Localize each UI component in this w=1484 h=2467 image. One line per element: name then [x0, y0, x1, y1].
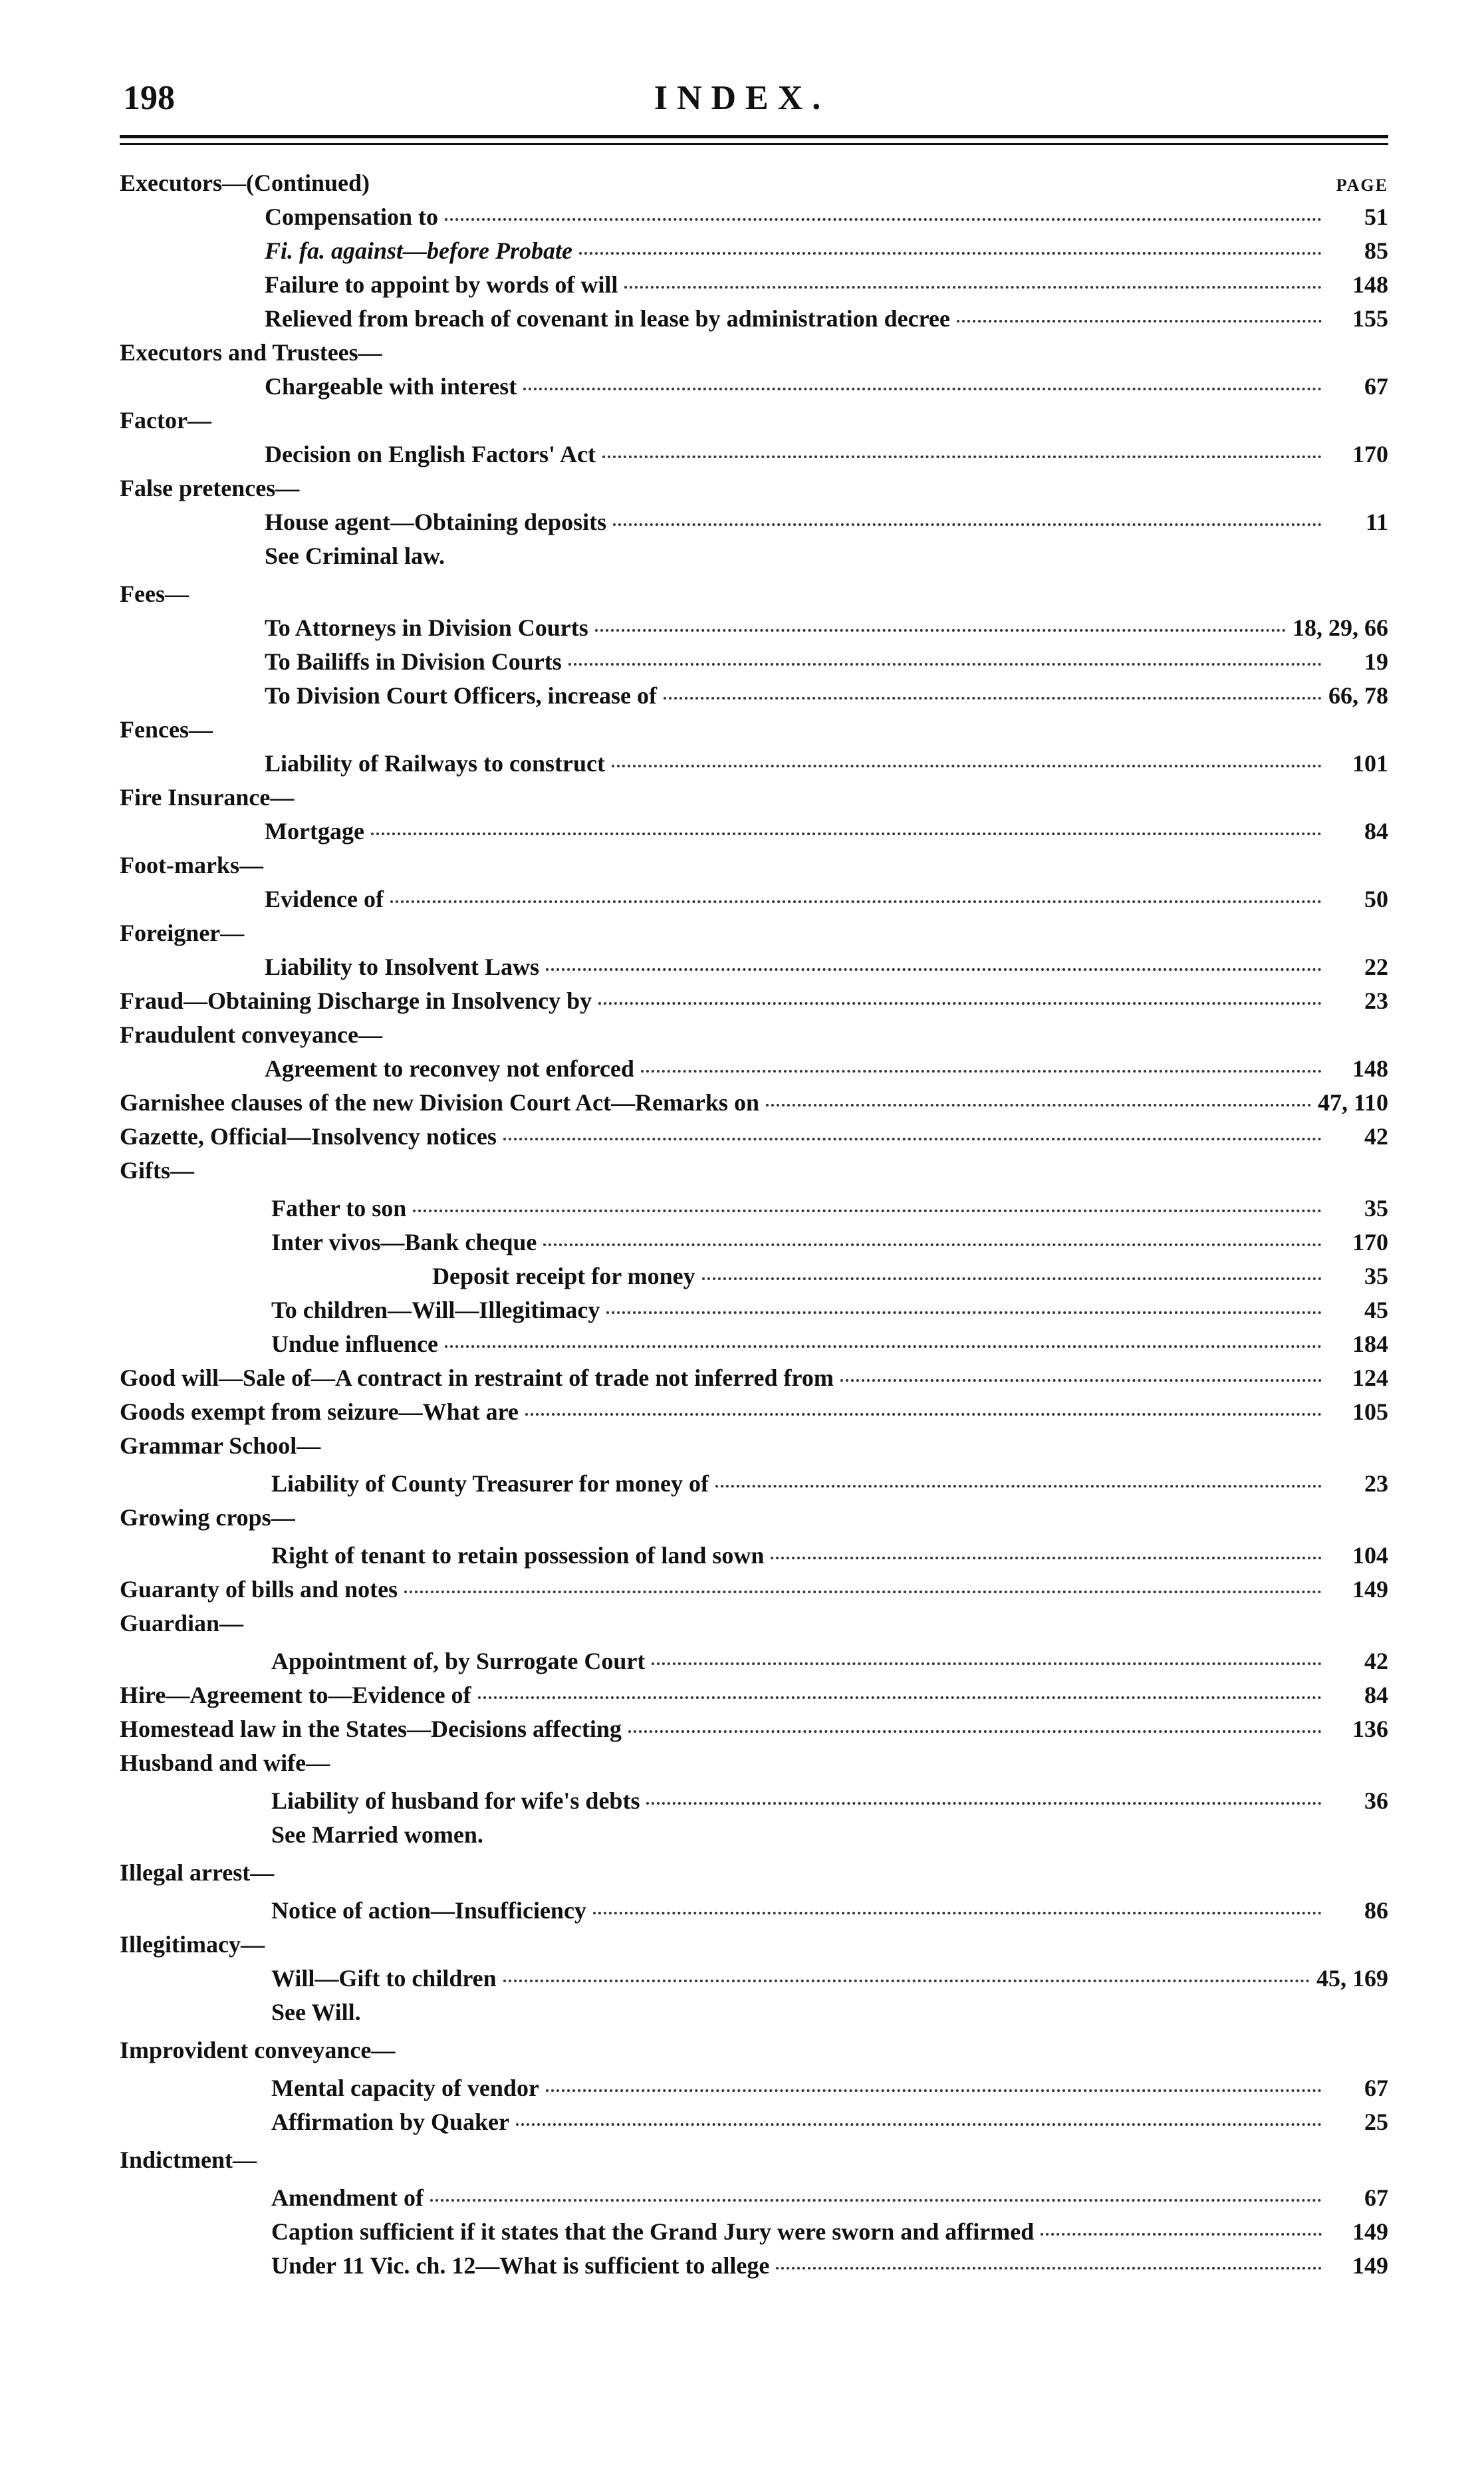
index-entry	[120, 1573, 1388, 1607]
page-ref: 67	[1364, 2075, 1388, 2101]
index-subentry	[120, 950, 1388, 984]
page-ref: 35	[1364, 1263, 1388, 1289]
header-rule	[120, 143, 1388, 145]
dot-leader	[702, 1277, 1322, 1280]
dot-leader	[503, 1138, 1322, 1140]
entry-text: Goods exempt from seizure—What are	[120, 1398, 519, 1425]
index-heading	[120, 1429, 1388, 1463]
index-subentry	[120, 882, 1388, 916]
entry-text: Husband and wife—	[120, 1750, 330, 1776]
entry-text: False pretences—	[120, 475, 300, 501]
dot-leader	[652, 1662, 1322, 1665]
index-subentry	[120, 2249, 1388, 2283]
index-subentry	[120, 2071, 1388, 2105]
page-ref: 22	[1364, 954, 1388, 980]
index-subentry	[120, 2181, 1388, 2215]
index-subentry	[120, 645, 1388, 679]
entry-text: Hire—Agreement to—Evidence of	[120, 1682, 471, 1708]
page-ref: 35	[1364, 1195, 1388, 1222]
dot-leader	[579, 252, 1322, 255]
page-ref: 105	[1352, 1398, 1388, 1425]
index-cross-reference	[120, 1818, 1388, 1852]
entry-text: Deposit receipt for money	[432, 1263, 695, 1289]
dot-leader	[404, 1591, 1322, 1593]
index-subentry	[120, 438, 1388, 471]
index-entry	[120, 1120, 1388, 1154]
index-heading	[120, 1746, 1388, 1780]
entry-text: Liability of County Treasurer for money of	[271, 1470, 709, 1497]
index-heading	[120, 1607, 1388, 1640]
page-number: 198	[123, 79, 175, 117]
index-heading	[120, 1501, 1388, 1535]
index-subentry	[120, 611, 1388, 645]
page-ref: 42	[1364, 1123, 1388, 1150]
index-entry	[120, 1712, 1388, 1746]
entry-text: Growing crops—	[120, 1504, 295, 1531]
entry-text: Mental capacity of vendor	[271, 2075, 539, 2101]
dot-leader	[612, 765, 1322, 767]
index-heading	[120, 1154, 1388, 1188]
entry-text: See Criminal law.	[265, 543, 445, 569]
entry-text: Caption sufficient if it states that the Grand Jury were sworn and affirmed	[271, 2218, 1035, 2245]
index-heading	[120, 404, 1388, 438]
index-entry	[120, 1678, 1388, 1712]
dot-leader	[546, 2089, 1322, 2092]
entry-text: Fire Insurance—	[120, 784, 295, 811]
entry-text: Fees—	[120, 581, 189, 607]
page-ref: 19	[1364, 648, 1388, 675]
index-heading	[120, 713, 1388, 747]
entry-text: Homestead law in the States—Decisions affecting	[120, 1716, 622, 1742]
page-ref: 104	[1352, 1542, 1388, 1569]
dot-leader	[543, 1243, 1322, 1246]
page-ref: 45	[1364, 1297, 1388, 1323]
dot-leader	[516, 2123, 1322, 2126]
index-subentry	[120, 747, 1388, 781]
entry-text: Gazette, Official—Insolvency notices	[120, 1123, 497, 1150]
entry-text: Liability to Insolvent Laws	[265, 954, 540, 980]
dot-leader	[646, 1802, 1322, 1805]
page-ref: 45, 169	[1316, 1965, 1388, 1992]
page-ref: 36	[1364, 1787, 1388, 1814]
page-ref: 170	[1352, 441, 1388, 467]
index-heading	[120, 916, 1388, 950]
entry-text: Decision on English Factors' Act	[265, 441, 596, 467]
entry-text: Father to son	[271, 1195, 407, 1222]
index-subentry	[120, 1052, 1388, 1086]
entry-text: To Division Court Officers, increase of	[265, 682, 657, 709]
page-ref: 101	[1352, 750, 1388, 777]
dot-leader	[445, 218, 1322, 221]
entry-text: Liability of Railways to construct	[265, 750, 605, 777]
index-subentry	[120, 1293, 1388, 1327]
entry-text: House agent—Obtaining deposits	[265, 509, 607, 535]
page-ref: 23	[1364, 1470, 1388, 1497]
header-rule	[120, 135, 1388, 138]
page-ref: 155	[1352, 305, 1388, 332]
dot-leader	[624, 286, 1322, 289]
entry-text: Right of tenant to retain possession of land sown	[271, 1542, 765, 1569]
index-heading	[120, 577, 1388, 611]
index-subentry	[120, 815, 1388, 848]
index-subentry	[120, 302, 1388, 336]
page-ref: 184	[1352, 1331, 1388, 1357]
dot-leader	[613, 523, 1322, 526]
page-ref: 84	[1364, 818, 1388, 844]
dot-leader	[840, 1379, 1322, 1382]
index-heading	[120, 1928, 1388, 1962]
index-subentry	[120, 200, 1388, 234]
dot-leader	[957, 320, 1322, 323]
running-head: INDEX.	[654, 79, 830, 117]
page-ref: 25	[1364, 2109, 1388, 2135]
page-ref: 67	[1364, 373, 1388, 400]
entry-text: Improvident conveyance—	[120, 2037, 396, 2063]
entry-text: Executors—(Continued)	[120, 170, 370, 196]
page-ref: 149	[1352, 2218, 1388, 2245]
dot-leader	[503, 1980, 1310, 1982]
index-subentry	[120, 268, 1388, 302]
dot-leader	[766, 1104, 1311, 1106]
index-subentry	[120, 679, 1388, 713]
entry-text: Undue influence	[271, 1331, 439, 1357]
page-ref: 124	[1352, 1364, 1388, 1391]
index-entry	[120, 1395, 1388, 1429]
dot-leader	[595, 629, 1286, 632]
entry-text: Fraud—Obtaining Discharge in Insolvency by	[120, 987, 592, 1014]
index-heading	[120, 781, 1388, 815]
entry-text: Illegitimacy—	[120, 1931, 265, 1958]
dot-leader	[598, 1002, 1322, 1005]
page-ref: 136	[1352, 1716, 1388, 1742]
page-ref: 84	[1364, 1682, 1388, 1708]
dot-leader	[602, 455, 1322, 458]
entry-text: Executors and Trustees—	[120, 339, 382, 366]
page-ref: 51	[1364, 203, 1388, 230]
dot-leader	[546, 968, 1322, 971]
page-ref: 11	[1365, 509, 1388, 535]
index-cross-reference	[120, 1996, 1388, 2029]
entry-text: Indictment—	[120, 2146, 257, 2173]
index-subentry	[120, 1467, 1388, 1501]
index-subentry	[120, 234, 1388, 268]
index-subentry	[120, 1644, 1388, 1678]
entry-text: To children—Will—Illegitimacy	[271, 1297, 600, 1323]
dot-leader	[664, 697, 1322, 700]
dot-leader	[390, 900, 1322, 903]
entry-text: Grammar School—	[120, 1432, 321, 1459]
page-ref: 149	[1352, 1576, 1388, 1603]
page-ref: 148	[1352, 1055, 1388, 1082]
index-subentry	[120, 1539, 1388, 1573]
index-subentry	[120, 1226, 1388, 1259]
entry-text: Gifts—	[120, 1157, 194, 1184]
page-ref: 66, 78	[1328, 682, 1388, 709]
index-subentry	[120, 1784, 1388, 1818]
page-ref: 67	[1364, 2184, 1388, 2211]
entry-text: Mortgage	[265, 818, 364, 844]
entry-text: Illegal arrest—	[120, 1859, 275, 1886]
index-heading	[120, 471, 1388, 505]
entry-text: To Bailiffs in Division Courts	[265, 648, 562, 675]
entry-text: See Will.	[271, 1999, 361, 2025]
entry-text: Liability of husband for wife's debts	[271, 1787, 640, 1814]
entry-text: Chargeable with interest	[265, 373, 517, 400]
page-ref: 170	[1352, 1229, 1388, 1255]
dot-leader	[606, 1311, 1322, 1314]
index-subentry	[120, 1894, 1388, 1928]
entry-text: Inter vivos—Bank cheque	[271, 1229, 537, 1255]
index-subentry	[120, 2105, 1388, 2139]
dot-leader	[1041, 2233, 1322, 2236]
index-heading	[120, 166, 1388, 200]
index-heading	[120, 1856, 1388, 1890]
page-ref: 148	[1352, 271, 1388, 298]
entry-text: Amendment of	[271, 2184, 424, 2211]
entry-text: Foreigner—	[120, 920, 245, 946]
entry-text: Garnishee clauses of the new Division Court Act—Remarks on	[120, 1089, 759, 1116]
index-heading	[120, 336, 1388, 370]
index-heading	[120, 1018, 1388, 1052]
index-subentry	[120, 1259, 1388, 1293]
entry-text: Agreement to reconvey not enforced	[265, 1055, 634, 1082]
entry-text: Will—Gift to children	[271, 1965, 497, 1992]
dot-leader	[445, 1345, 1322, 1348]
dot-leader	[593, 1912, 1322, 1914]
index-entries	[120, 166, 1388, 2283]
page-ref: 86	[1364, 1897, 1388, 1924]
index-heading	[120, 848, 1388, 882]
dot-leader	[771, 1557, 1322, 1559]
page-ref: 85	[1364, 237, 1388, 264]
entry-text: Evidence of	[265, 886, 384, 912]
index-entry	[120, 984, 1388, 1018]
dot-leader	[525, 1413, 1322, 1416]
page-ref: 149	[1352, 2252, 1388, 2279]
dot-leader	[371, 833, 1322, 835]
index-subentry	[120, 1962, 1388, 1996]
page-ref: 47, 110	[1317, 1089, 1388, 1116]
index-entry	[120, 1361, 1388, 1395]
index-cross-reference	[120, 539, 1388, 573]
index-subentry	[120, 370, 1388, 404]
dot-leader	[523, 388, 1322, 390]
index-subentry	[120, 1192, 1388, 1226]
entry-text: To Attorneys in Division Courts	[265, 614, 588, 641]
entry-text: See Married women.	[271, 1821, 483, 1848]
page-ref: 18, 29, 66	[1293, 614, 1388, 641]
entry-text: Compensation to	[265, 203, 439, 230]
entry-text: Good will—Sale of—A contract in restraint of trade not inferred from	[120, 1364, 834, 1391]
index-heading	[120, 2143, 1388, 2177]
dot-leader	[568, 663, 1322, 666]
index-subentry	[120, 1327, 1388, 1361]
entry-text: Affirmation by Quaker	[271, 2109, 509, 2135]
page-ref: 42	[1364, 1648, 1388, 1674]
page-column-label: PAGE	[1336, 176, 1388, 195]
entry-text: Appointment of, by Surrogate Court	[271, 1648, 646, 1674]
page-ref: 23	[1364, 987, 1388, 1014]
entry-text: Guaranty of bills and notes	[120, 1576, 398, 1603]
entry-text: Notice of action—Insufficiency	[271, 1897, 586, 1924]
index-heading	[120, 2033, 1388, 2067]
entry-text: Factor—	[120, 407, 211, 434]
dot-leader	[430, 2199, 1322, 2202]
dot-leader	[628, 1730, 1322, 1733]
entry-text: Failure to appoint by words of will	[265, 271, 618, 298]
entry-text: Foot-marks—	[120, 852, 263, 878]
dot-leader	[641, 1070, 1322, 1073]
index-subentry	[120, 505, 1388, 539]
entry-text: Under 11 Vic. ch. 12—What is sufficient to allege	[271, 2252, 770, 2279]
page-ref: 50	[1364, 886, 1388, 912]
entry-text: Fences—	[120, 716, 213, 743]
dot-leader	[413, 1210, 1322, 1212]
index-entry	[120, 1086, 1388, 1120]
entry-text: Relieved from breach of covenant in lease by administration decree	[265, 305, 950, 332]
index-subentry	[120, 2215, 1388, 2249]
entry-text: Fi. fa. against—before Probate	[265, 237, 572, 264]
entry-text: Guardian—	[120, 1610, 244, 1636]
dot-leader	[776, 2267, 1322, 2270]
dot-leader	[715, 1485, 1322, 1488]
dot-leader	[478, 1696, 1322, 1699]
entry-text: Fraudulent conveyance—	[120, 1021, 382, 1048]
